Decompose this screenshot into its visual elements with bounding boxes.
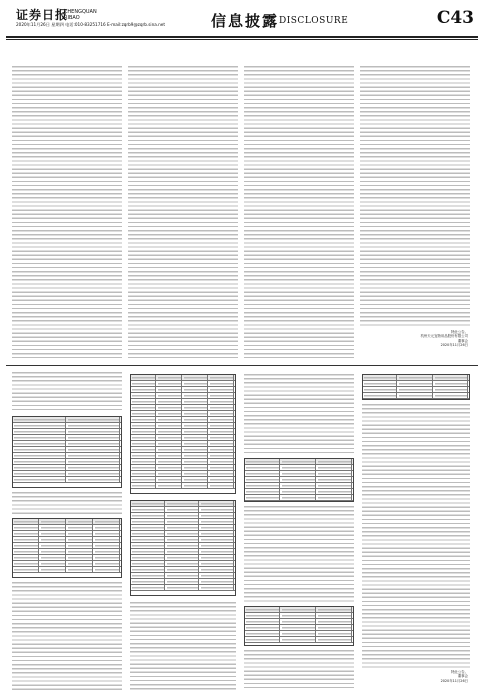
bottom-column-3-text	[244, 374, 354, 454]
small-table-1	[244, 458, 354, 502]
company-info-table	[12, 416, 122, 488]
body-text	[244, 374, 354, 454]
page-header	[6, 4, 478, 44]
table-row	[131, 483, 235, 489]
table-row	[363, 393, 469, 399]
masthead-subtitle: ZHENGQUAN RIBAO	[64, 9, 97, 21]
body-text	[362, 404, 470, 668]
body-text	[128, 66, 238, 358]
body-text	[244, 506, 354, 602]
section-title-english: DISCLOSURE	[279, 16, 349, 26]
dateline: 2020年11月26日 星期四 电话:010-83251716 E-mail:zqrb9@zqrb.sina.net	[16, 22, 165, 27]
table-row	[13, 477, 121, 483]
bottom-column-2-text	[130, 602, 236, 690]
bottom-column-1-text	[12, 372, 122, 412]
bottom-column-1-text-3	[12, 582, 122, 690]
page-number: C43	[436, 8, 474, 28]
body-text	[12, 66, 122, 358]
body-text	[12, 372, 122, 412]
bottom-signature: 特此公告。 董事会 2020年11月26日	[440, 670, 468, 683]
body-text	[244, 66, 354, 358]
header-rule	[6, 36, 478, 38]
newspaper-masthead: 证券日报	[16, 8, 69, 22]
shareholding-table	[12, 518, 122, 578]
body-text	[360, 66, 470, 326]
header-rule-thin	[6, 39, 478, 40]
article-divider	[6, 365, 478, 366]
bottom-column-1-text-2	[12, 492, 122, 514]
table-row	[245, 495, 353, 501]
body-text	[244, 650, 354, 690]
body-text	[12, 582, 122, 690]
small-table-3	[362, 374, 470, 400]
body-text	[130, 602, 236, 690]
top-column-3	[244, 66, 354, 358]
top-column-1	[12, 66, 122, 358]
top-signature: 特此公告。 杭州天元宠物用品股份有限公司 董事会 2020年11月26日	[420, 330, 468, 348]
body-text	[12, 492, 122, 514]
table-row	[13, 567, 121, 573]
financial-table-2	[130, 500, 236, 596]
bottom-column-3-text-2	[244, 506, 354, 602]
table-row	[131, 585, 235, 591]
bottom-column-3-text-3	[244, 650, 354, 690]
financial-table-1	[130, 374, 236, 494]
small-table-2	[244, 606, 354, 646]
top-column-2	[128, 66, 238, 358]
section-title: 信息披露	[211, 12, 280, 30]
table-row	[245, 637, 353, 643]
top-column-4	[360, 66, 470, 326]
bottom-column-4-text	[362, 404, 470, 668]
